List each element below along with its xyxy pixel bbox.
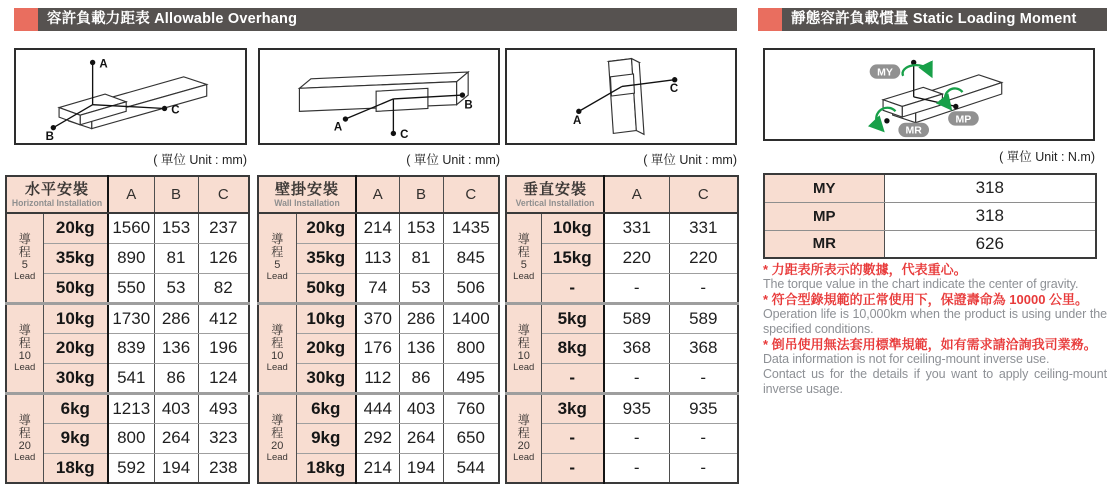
- overhang-value: 264: [154, 423, 198, 453]
- notes: [763, 262, 1107, 397]
- table-row: [506, 273, 738, 303]
- overhang-value: 176: [356, 333, 399, 363]
- load-label: 15kg: [541, 243, 604, 273]
- point-b-dot: [51, 125, 56, 130]
- table-row: [506, 243, 738, 273]
- overhang-value: 890: [108, 243, 154, 273]
- overhang-value: -: [669, 423, 738, 453]
- table-row: [6, 453, 249, 483]
- section-title: [782, 8, 1107, 31]
- horizontal-diagram-svg: [16, 50, 245, 143]
- table-row: [6, 213, 249, 243]
- overhang-value: 589: [669, 303, 738, 333]
- load-label: 8kg: [541, 333, 604, 363]
- lead-group-label: [6, 303, 43, 393]
- column-header-a: A: [108, 176, 154, 213]
- load-label: -: [541, 423, 604, 453]
- overhang-value: 86: [399, 363, 443, 393]
- overhang-value: -: [604, 363, 669, 393]
- section-title-en: Allowable Overhang: [154, 11, 298, 27]
- table-header-row: [506, 176, 738, 213]
- overhang-value: 112: [356, 363, 399, 393]
- overhang-value: 495: [443, 363, 499, 393]
- table-row: [258, 213, 499, 243]
- load-label: 3kg: [541, 393, 604, 423]
- overhang-value: 126: [198, 243, 249, 273]
- accent-square: [14, 8, 38, 31]
- lead-zh-char: 導: [18, 232, 31, 247]
- lead-en: Lead: [513, 361, 535, 373]
- overhang-value: 237: [198, 213, 249, 243]
- moment-diagram-svg: [765, 50, 1093, 139]
- overhang-value: 194: [399, 453, 443, 483]
- lead-en: Lead: [14, 361, 36, 373]
- lead-zh-char: 程: [18, 425, 31, 440]
- overhang-value: -: [669, 363, 738, 393]
- lead-zh-char: 導: [271, 232, 284, 247]
- point-b-dot: [460, 92, 465, 97]
- overhang-value: 368: [604, 333, 669, 363]
- overhang-value: 544: [443, 453, 499, 483]
- overhang-value: 1400: [443, 303, 499, 333]
- overhang-value: 194: [154, 453, 198, 483]
- lead-zh-char: 導: [18, 322, 31, 337]
- lead-en: Lead: [266, 451, 288, 463]
- accent-square: [758, 8, 782, 31]
- overhang-value: 264: [399, 423, 443, 453]
- overhang-value: 86: [154, 363, 198, 393]
- overhang-value: 444: [356, 393, 399, 423]
- overhang-value: 323: [198, 423, 249, 453]
- overhang-value: 53: [154, 273, 198, 303]
- table-header-row: [6, 176, 249, 213]
- load-label: 6kg: [296, 393, 356, 423]
- overhang-value: -: [604, 453, 669, 483]
- roll-axis-dot: [884, 118, 889, 123]
- overhang-value: 286: [154, 303, 198, 333]
- overhang-value: 541: [108, 363, 154, 393]
- overhang-value: -: [604, 423, 669, 453]
- table-row: [506, 453, 738, 483]
- wall-installation-diagram: [258, 48, 500, 145]
- table-row: [506, 213, 738, 243]
- load-label: 30kg: [296, 363, 356, 393]
- section-title-en: Static Loading Moment: [912, 11, 1077, 27]
- overhang-value: -: [669, 453, 738, 483]
- overhang-value: 220: [669, 243, 738, 273]
- lead-en: Lead: [266, 361, 288, 373]
- vertical-diagram-svg: [507, 50, 735, 143]
- column-header-b: B: [399, 176, 443, 213]
- overhang-value: 1730: [108, 303, 154, 333]
- overhang-value: 113: [356, 243, 399, 273]
- overhang-value: -: [669, 273, 738, 303]
- section-title: [38, 8, 737, 31]
- overhang-value: 238: [198, 453, 249, 483]
- overhang-value: 403: [399, 393, 443, 423]
- load-label: 20kg: [296, 213, 356, 243]
- lead-zh-char: 程: [18, 335, 31, 350]
- note-line: Data information is not for ceiling-mount inverse use.: [763, 352, 1050, 366]
- point-c-dot: [391, 131, 396, 136]
- column-header-c: C: [198, 176, 249, 213]
- table-row: [258, 303, 499, 333]
- unit-label-mm: ( 單位 Unit : mm): [643, 153, 737, 167]
- label-c: C: [669, 83, 679, 96]
- load-label: 6kg: [43, 393, 108, 423]
- moment-label: MY: [764, 174, 884, 202]
- section-title-zh: 靜態容許負載慣量: [791, 11, 909, 27]
- lead-zh-char: 程: [271, 425, 284, 440]
- overhang-value: 82: [198, 273, 249, 303]
- installation-title: [6, 176, 108, 213]
- lead-en: Lead: [14, 271, 36, 283]
- pitch-axis-dot: [953, 104, 958, 109]
- load-label: 10kg: [541, 213, 604, 243]
- overhang-value: 81: [399, 243, 443, 273]
- load-label: 9kg: [43, 423, 108, 453]
- lead-zh-char: 導: [18, 412, 31, 427]
- load-label: 20kg: [43, 213, 108, 243]
- label-b: B: [45, 131, 54, 143]
- mr-badge-label: MR: [905, 124, 922, 137]
- overhang-value: 845: [443, 243, 499, 273]
- lead-zh-char: 程: [271, 245, 284, 260]
- moment-value: 318: [884, 174, 1096, 202]
- lead-group-label: [258, 213, 296, 303]
- load-label: 18kg: [43, 453, 108, 483]
- overhang-value: 550: [108, 273, 154, 303]
- wall-diagram-svg: [260, 50, 498, 143]
- note-line: * 力距表所表示的數據，代表重心。: [763, 262, 967, 277]
- load-label: 50kg: [296, 273, 356, 303]
- overhang-value: 53: [399, 273, 443, 303]
- column-header-b: B: [154, 176, 198, 213]
- point-c-dot: [162, 106, 167, 111]
- load-label: 50kg: [43, 273, 108, 303]
- overhang-value: 1560: [108, 213, 154, 243]
- table-row: [6, 363, 249, 393]
- mp-badge-label: MP: [955, 113, 972, 126]
- overhang-value: 196: [198, 333, 249, 363]
- overhang-value: 220: [604, 243, 669, 273]
- note-line: Contact us for the details if you want to apply ceiling-mount inverse usage.: [763, 367, 1107, 396]
- my-rotation-arrow-icon: [903, 65, 929, 76]
- note-line: * 符合型錄規範的正常使用下，保證壽命為 10000 公里。: [763, 292, 1089, 307]
- moment-value: 626: [884, 230, 1096, 258]
- overhang-value: 136: [154, 333, 198, 363]
- overhang-value: 153: [399, 213, 443, 243]
- overhang-value: 493: [198, 393, 249, 423]
- lead-number: 20: [18, 439, 31, 452]
- overhang-value: 800: [108, 423, 154, 453]
- overhang-value: 153: [154, 213, 198, 243]
- allowable-overhang-header: [14, 8, 737, 31]
- lead-zh-char: 程: [517, 425, 530, 440]
- overhang-value: -: [604, 273, 669, 303]
- note-line: The torque value in the chart indicate the center of gravity.: [763, 277, 1079, 291]
- label-c: C: [400, 129, 409, 142]
- table-row: [506, 333, 738, 363]
- point-a-dot: [576, 109, 581, 114]
- table-row: [6, 273, 249, 303]
- load-label: 35kg: [43, 243, 108, 273]
- overhang-value: 331: [604, 213, 669, 243]
- moment-row: [764, 230, 1096, 258]
- moment-row: [764, 174, 1096, 202]
- overhang-value: 935: [604, 393, 669, 423]
- overhang-value: 935: [669, 393, 738, 423]
- note-line: Operation life is 10,000km when the product is using under the specified conditions.: [763, 307, 1107, 336]
- column-header-a: A: [604, 176, 669, 213]
- overhang-value: 650: [443, 423, 499, 453]
- table-row: [6, 243, 249, 273]
- point-c-dot: [672, 77, 677, 82]
- table-row: [6, 303, 249, 333]
- overhang-value: 412: [198, 303, 249, 333]
- overhang-value: 214: [356, 453, 399, 483]
- column-header-c: C: [669, 176, 738, 213]
- table-row: [506, 423, 738, 453]
- load-label: 10kg: [43, 303, 108, 333]
- overhang-value: 506: [443, 273, 499, 303]
- overhang-value: 800: [443, 333, 499, 363]
- vertical-installation-table: [505, 175, 739, 484]
- lead-number: 20: [271, 439, 284, 452]
- lead-group-label: [506, 393, 541, 483]
- lead-group-label: [258, 303, 296, 393]
- load-label: 18kg: [296, 453, 356, 483]
- table-row: [506, 393, 738, 423]
- loading-moment-diagram: [763, 48, 1095, 141]
- overhang-value: 286: [399, 303, 443, 333]
- lead-zh-char: 導: [271, 322, 284, 337]
- lead-en: Lead: [513, 271, 535, 283]
- lead-en: Lead: [513, 451, 535, 463]
- table-row: [258, 393, 499, 423]
- load-label: 20kg: [43, 333, 108, 363]
- section-title-zh: 容許負載力距表: [47, 11, 150, 27]
- overhang-value: 1435: [443, 213, 499, 243]
- moment-table: [763, 173, 1097, 259]
- table-row: [6, 333, 249, 363]
- table-header-row: [258, 176, 499, 213]
- overhang-value: 124: [198, 363, 249, 393]
- overhang-value: 81: [154, 243, 198, 273]
- overhang-value: 331: [669, 213, 738, 243]
- overhang-value: 589: [604, 303, 669, 333]
- lead-zh-char: 導: [517, 322, 530, 337]
- overhang-value: 292: [356, 423, 399, 453]
- moment-value: 318: [884, 202, 1096, 230]
- unit-label-mm: ( 單位 Unit : mm): [406, 153, 500, 167]
- static-loading-moment-header: [758, 8, 1107, 31]
- installation-title-en: Wall Installation: [274, 197, 340, 208]
- horizontal-installation-diagram: [14, 48, 247, 145]
- point-a-dot: [90, 60, 95, 65]
- installation-title-zh: 壁掛安裝: [274, 180, 339, 198]
- my-badge-label: MY: [877, 66, 893, 79]
- lead-zh-char: 程: [271, 335, 284, 350]
- label-c: C: [171, 104, 180, 117]
- lead-number: 5: [21, 259, 28, 272]
- lead-number: 10: [18, 349, 31, 362]
- column-header-a: A: [356, 176, 399, 213]
- moment-label: MR: [764, 230, 884, 258]
- load-label: 35kg: [296, 243, 356, 273]
- overhang-value: 136: [399, 333, 443, 363]
- table-row: [506, 363, 738, 393]
- installation-title: [258, 176, 356, 213]
- overhang-value: 839: [108, 333, 154, 363]
- table-row: [6, 423, 249, 453]
- unit-label-mm: ( 單位 Unit : mm): [153, 153, 247, 167]
- load-label: -: [541, 453, 604, 483]
- moment-row: [764, 202, 1096, 230]
- overhang-value: 592: [108, 453, 154, 483]
- label-b: B: [464, 99, 473, 112]
- lead-zh-char: 導: [271, 412, 284, 427]
- label-a: A: [99, 58, 108, 71]
- load-label: 10kg: [296, 303, 356, 333]
- lead-zh-char: 程: [517, 245, 530, 260]
- lead-en: Lead: [14, 451, 36, 463]
- installation-title-en: Horizontal Installation: [11, 197, 103, 208]
- installation-title-en: Vertical Installation: [515, 197, 595, 208]
- label-a: A: [573, 114, 582, 127]
- load-label: 30kg: [43, 363, 108, 393]
- horizontal-installation-table: [5, 175, 250, 484]
- note-line: * 倒吊使用無法套用標準規範，如有需求請洽詢我司業務。: [763, 337, 1097, 352]
- wall-installation-table: [257, 175, 500, 484]
- column-header-c: C: [443, 176, 499, 213]
- installation-title-zh: 垂直安裝: [522, 180, 587, 198]
- label-a: A: [333, 121, 343, 134]
- load-label: 5kg: [541, 303, 604, 333]
- lead-number: 20: [517, 439, 530, 452]
- load-label: 9kg: [296, 423, 356, 453]
- lead-zh-char: 程: [517, 335, 530, 350]
- installation-title-zh: 水平安裝: [25, 180, 90, 198]
- slider-front-face: [376, 88, 428, 111]
- vertical-installation-diagram: [505, 48, 737, 145]
- lead-number: 10: [271, 349, 284, 362]
- lead-zh-char: 程: [18, 245, 31, 260]
- lead-zh-char: 導: [517, 412, 530, 427]
- lead-number: 5: [520, 259, 527, 272]
- lead-zh-char: 導: [517, 232, 530, 247]
- lead-group-label: [258, 393, 296, 483]
- lead-group-label: [6, 393, 43, 483]
- lead-number: 10: [517, 349, 530, 362]
- table-row: [506, 303, 738, 333]
- overhang-value: 368: [669, 333, 738, 363]
- lead-group-label: [6, 213, 43, 303]
- overhang-value: 1213: [108, 393, 154, 423]
- unit-label-nm: ( 單位 Unit : N.m): [999, 150, 1095, 164]
- load-label: 20kg: [296, 333, 356, 363]
- lead-group-label: [506, 213, 541, 303]
- overhang-value: 403: [154, 393, 198, 423]
- overhang-value: 214: [356, 213, 399, 243]
- load-label: -: [541, 363, 604, 393]
- moment-label: MP: [764, 202, 884, 230]
- lead-en: Lead: [266, 271, 288, 283]
- overhang-value: 74: [356, 273, 399, 303]
- table-row: [6, 393, 249, 423]
- lead-group-label: [506, 303, 541, 393]
- load-label: -: [541, 273, 604, 303]
- overhang-value: 370: [356, 303, 399, 333]
- installation-title: [506, 176, 604, 213]
- point-a-dot: [343, 116, 348, 121]
- overhang-value: 760: [443, 393, 499, 423]
- lead-number: 5: [274, 259, 281, 272]
